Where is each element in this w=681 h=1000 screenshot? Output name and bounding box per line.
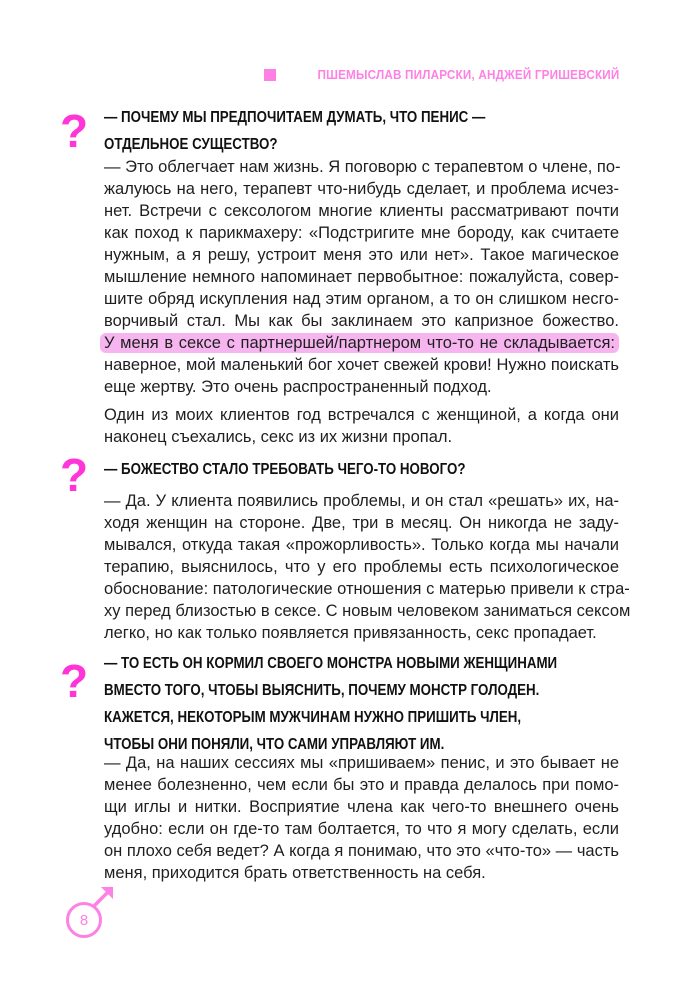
text-line: — Да, на наших сессиях мы «пришиваем» пенис, и это бывает не xyxy=(104,754,619,772)
text-line: ворчивый стал. Мы как бы заклинаем это капризное божество. xyxy=(104,312,619,330)
paragraph-extra xyxy=(104,404,619,448)
text-line: он плохо себя ведет? А когда я понимаю, что это «что-то» — часть xyxy=(104,842,619,860)
text-line: нужным, а я решу, устроит меня это или нет». Такое магическое xyxy=(104,246,619,264)
header-square-icon xyxy=(264,69,276,81)
running-header xyxy=(264,67,619,82)
question-2 xyxy=(104,456,517,483)
page-number-text: 8 xyxy=(79,911,89,929)
text-line: терапию, выяснилось, что у его проблемы есть психологическое xyxy=(104,558,619,576)
text-line: Один из моих клиентов год встречался с женщиной, а когда они xyxy=(104,406,619,424)
question-line: ОТДЕЛЬНОЕ СУЩЕСТВО? xyxy=(104,136,278,153)
text-line: жалуюсь на него, терапевт что-нибудь сделает, и проблема исчез- xyxy=(104,180,619,198)
text-line: щи иглы и нитки. Восприятие члена как чего-то внешнего очень xyxy=(104,798,619,816)
question-line: ЧТОБЫ ОНИ ПОНЯЛИ, ЧТО САМИ УПРАВЛЯЮТ ИМ. xyxy=(104,736,445,753)
male-symbol-arrow-icon xyxy=(92,884,116,908)
question-mark-icon: ? xyxy=(60,449,89,501)
text-line: шите обряд искупления над этим органом, а то он слишком несго- xyxy=(104,290,619,308)
text-line: — Это облегчает нам жизнь. Я поговорю с терапевтом о члене, по- xyxy=(104,158,621,176)
answer-3 xyxy=(104,752,619,884)
text-line: меня, приходится брать ответственность на себя. xyxy=(104,864,486,882)
text-line: удобно: если он где-то там болтается, то что я могу сделать, если xyxy=(104,820,619,838)
text-line: — Да. У клиента появились проблемы, и он стал «решать» их, на- xyxy=(104,492,619,510)
question-line: — ТО ЕСТЬ ОН КОРМИЛ СВОЕГО МОНСТРА НОВЫМИ ЖЕНЩИНАМИ xyxy=(104,655,558,672)
question-1 xyxy=(104,104,517,158)
text-line: наконец съехались, секс из их жизни пропал. xyxy=(104,428,453,446)
text-line: легко, но как только появляется привязанность, секс пропадает. xyxy=(104,624,597,642)
answer-2 xyxy=(104,490,631,644)
answer-1 xyxy=(104,156,619,398)
question-line: КАЖЕТСЯ, НЕКОТОРЫМ МУЖЧИНАМ НУЖНО ПРИШИТЬ ЧЛЕН, xyxy=(104,709,522,726)
highlight: У меня в сексе с партнершей/партнером что-то не складывается: xyxy=(100,333,619,353)
highlighted-line xyxy=(104,332,619,354)
text-line: ху перед близостью в сексе. С новым человеком заниматься сексом xyxy=(104,602,631,620)
question-3 xyxy=(104,650,558,758)
text-line: ходя женщин на стороне. Две, три в месяц. Он никогда не заду- xyxy=(104,514,619,532)
text-line: менее болезненно, чем если бы это и правда делалось при помо- xyxy=(104,776,619,794)
text-line: обоснование: патологические отношения с матерью привели к стра- xyxy=(104,580,630,598)
question-mark-icon: ? xyxy=(60,655,89,707)
text-line: наверное, мой маленький бог хочет свежей крови! Нужно поискать xyxy=(104,356,619,374)
question-line: ВМЕСТО ТОГО, ЧТОБЫ ВЫЯСНИТЬ, ПОЧЕМУ МОНСТР ГОЛОДЕН. xyxy=(104,682,540,699)
question-line: — БОЖЕСТВО СТАЛО ТРЕБОВАТЬ ЧЕГО-ТО НОВОГО? xyxy=(104,461,466,478)
question-mark-icon: ? xyxy=(60,105,89,157)
text-line: мышление немного напоминает первобытное: пожалуйста, совер- xyxy=(104,268,619,286)
question-line: — ПОЧЕМУ МЫ ПРЕДПОЧИТАЕМ ДУМАТЬ, ЧТО ПЕНИС — xyxy=(104,109,486,126)
header-authors: ПШЕМЫСЛАВ ПИЛАРСКИ, АНДЖЕЙ ГРИШЕВСКИЙ xyxy=(317,67,619,82)
text-line: нет. Встречи с сексологом многие клиенты рассматривают почти xyxy=(104,202,619,220)
text-line: мывался, откуда такая «прожорливость». Только когда мы начали xyxy=(104,536,619,554)
text-line: еще жертву. Это очень распространенный подход. xyxy=(104,378,492,396)
text-line: как поход к парикмахеру: «Подстригите мне бороду, как считаете xyxy=(104,224,619,242)
